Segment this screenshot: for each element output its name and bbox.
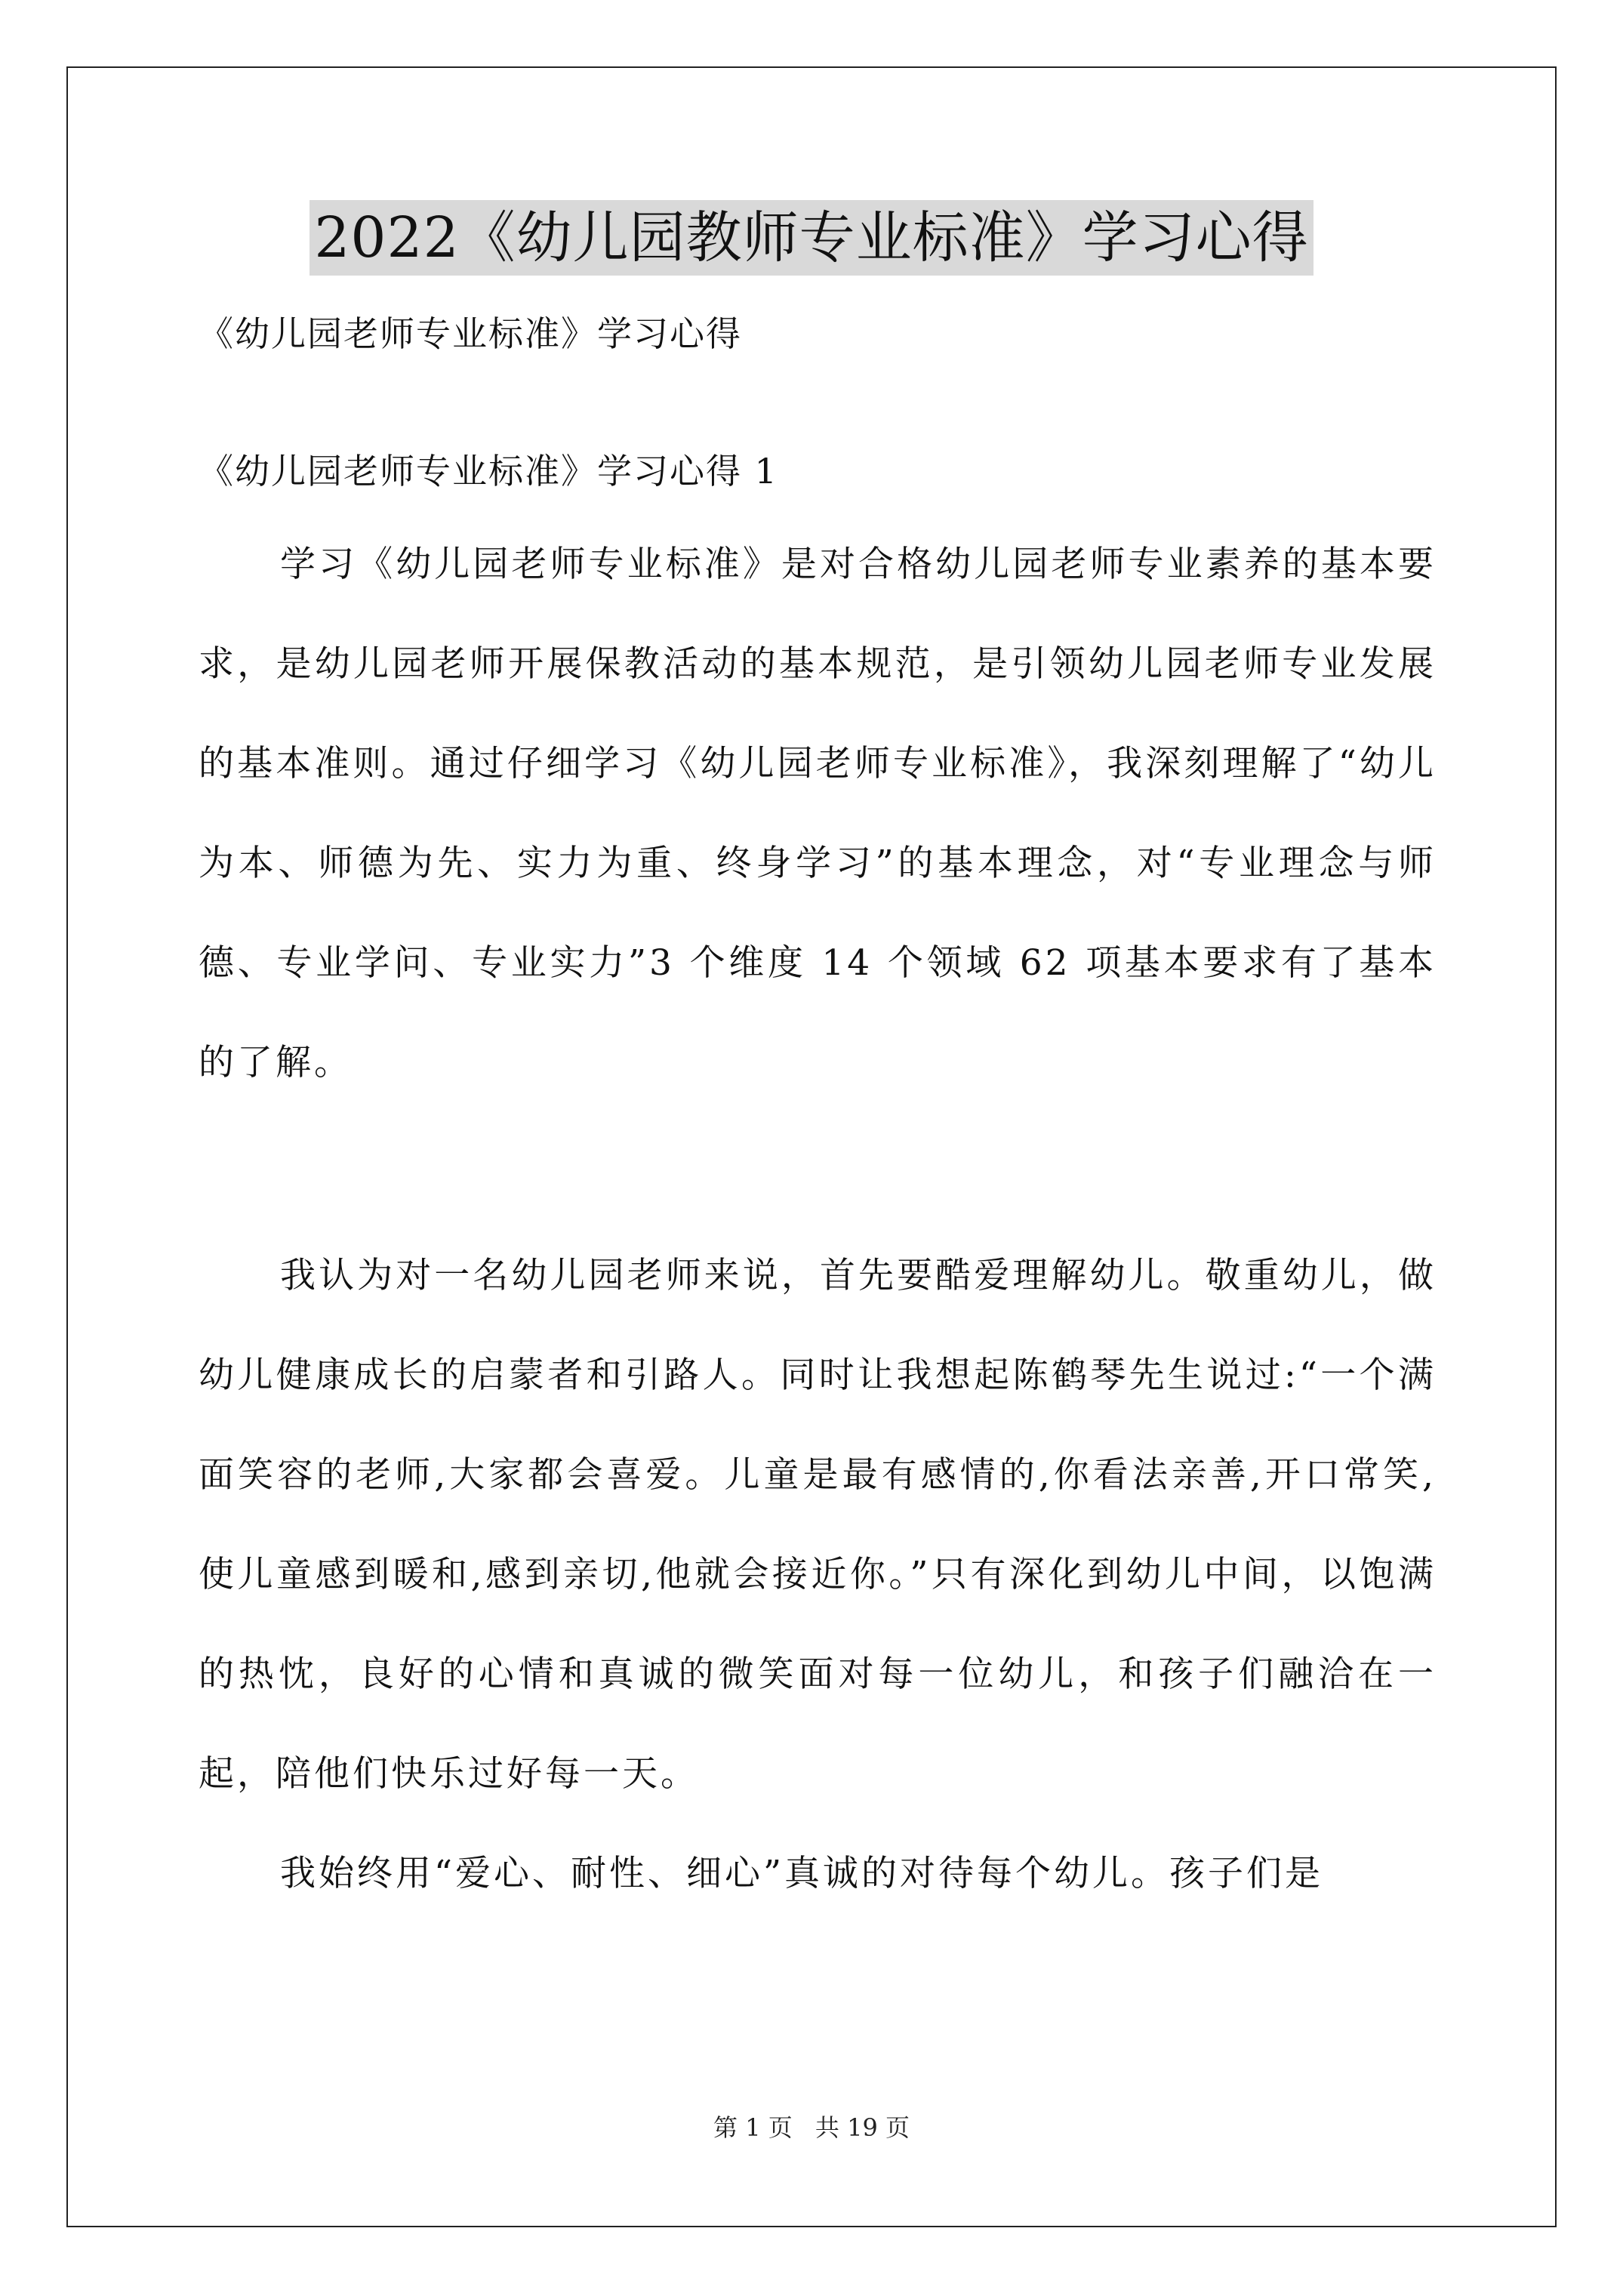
body-paragraph: 学习《幼儿园老师专业标准》是对合格幼儿园老师专业素养的基本要求，是幼儿园老师开展保教活动的基本规范，是引领幼儿园老师专业发展的基本准则。通过仔细学习《幼儿园老师专业标准》，我深刻理解了“幼儿为本、师德为先、实力为重、终身学习”的基本理念，对“专业理念与师德、专业学问、专业实力”3 个维度 14 个领域 62 项基本要求有了基本的了解。	[199, 544, 1437, 1083]
subheading-main: 《幼儿园老师专业标准》学习心得	[199, 313, 742, 354]
subheading-section: 《幼儿园老师专业标准》学习心得 1	[199, 451, 778, 492]
page-total: 共 19 页	[815, 2113, 910, 2142]
document-title: 2022《幼儿园教师专业标准》学习心得	[310, 200, 1313, 276]
title-container	[0, 200, 1623, 276]
page-footer	[0, 2113, 1623, 2143]
page-number: 第 1 页	[713, 2113, 793, 2142]
body-paragraph: 我认为对一名幼儿园老师来说，首先要酷爱理解幼儿。敬重幼儿，做幼儿健康成长的启蒙者和引路人。同时让我想起陈鹤琴先生说过:“一个满面笑容的老师,大家都会喜爱。儿童是最有感情的,你看法亲善,开口常笑,使儿童感到暖和,感到亲切,他就会接近你。”只有深化到幼儿中间，以饱满的热忱，良好的心情和真诚的微笑面对每一位幼儿，和孩子们融洽在一起，陪他们快乐过好每一天。	[199, 1255, 1437, 1795]
document-body	[199, 310, 1437, 1924]
body-paragraph: 我始终用“爱心、耐性、细心”真诚的对待每个幼儿。孩子们是	[280, 1853, 1324, 1894]
